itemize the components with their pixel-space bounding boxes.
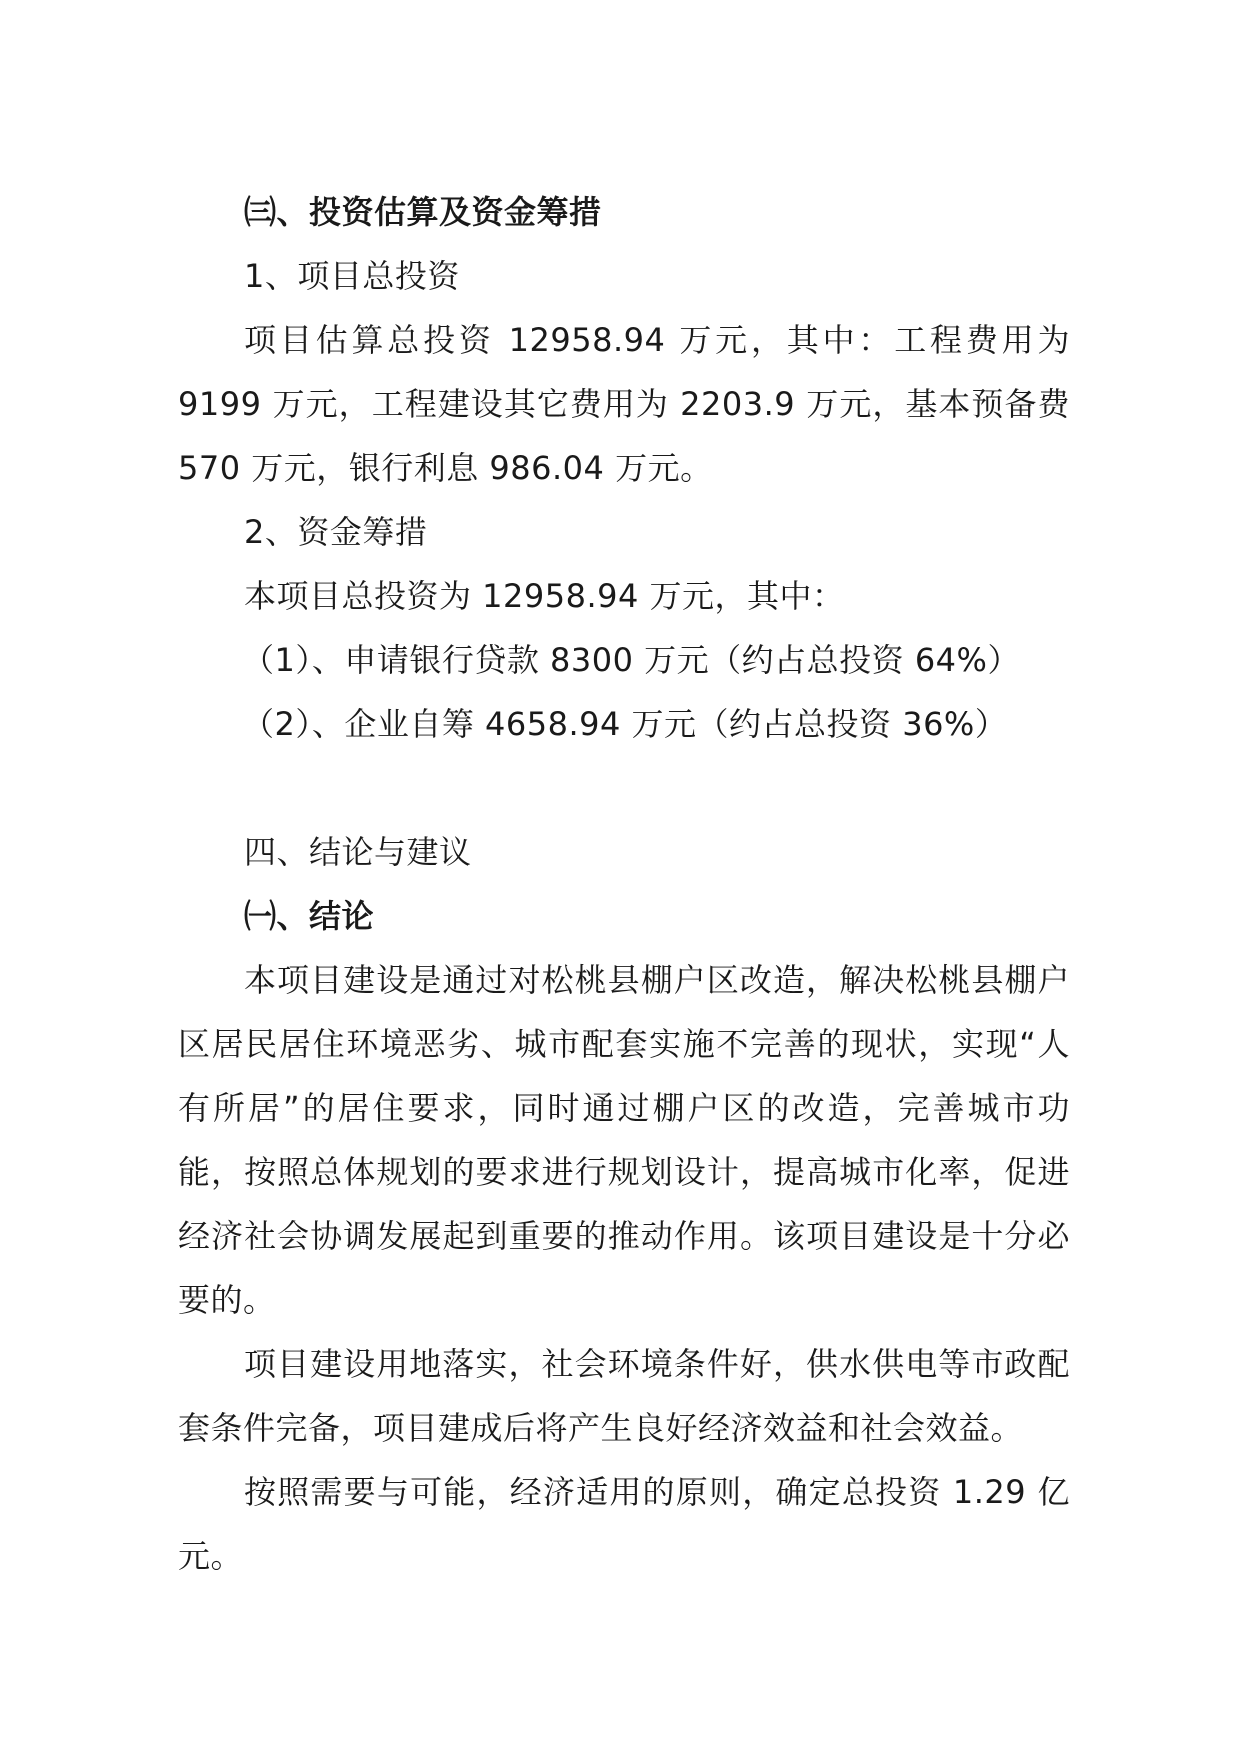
subheading-total-investment: 1、项目总投资: [244, 257, 460, 295]
paragraph-conclusion-3: 按照需要与可能，经济适用的原则，确定总投资 1.29 亿元。: [178, 1473, 1070, 1575]
subheading-conclusion: ㈠、结论: [244, 897, 375, 935]
funding-item-self: （2）、企业自筹 4658.94 万元（约占总投资 36%）: [242, 705, 1008, 743]
spacer: [178, 756, 1070, 820]
subheading-funding: 2、资金筹措: [244, 513, 428, 551]
paragraph-investment-estimate: 项目估算总投资 12958.94 万元，其中：工程费用为 9199 万元，工程建设其它费用为 2203.9 万元，基本预备费 570 万元，银行利息 986.04 万元。: [178, 321, 1070, 487]
funding-intro: 本项目总投资为 12958.94 万元，其中：: [244, 577, 845, 615]
section-heading-investment: ㈢、投资估算及资金筹措: [244, 193, 602, 231]
funding-item-loan: （1）、申请银行贷款 8300 万元（约占总投资 64%）: [242, 641, 1020, 679]
section-heading-conclusion: 四、结论与建议: [244, 833, 472, 871]
document-page: [178, 180, 1070, 1588]
paragraph-conclusion-1: 本项目建设是通过对松桃县棚户区改造，解决松桃县棚户区居民居住环境恶劣、城市配套实施不完善的现状，实现“人有所居”的居住要求，同时通过棚户区的改造，完善城市功能，按照总体规划的要求进行规划设计，提高城市化率，促进经济社会协调发展起到重要的推动作用。该项目建设是十分必要的。: [178, 961, 1070, 1319]
paragraph-conclusion-2: 项目建设用地落实，社会环境条件好，供水供电等市政配套条件完备，项目建成后将产生良好经济效益和社会效益。: [178, 1345, 1070, 1447]
